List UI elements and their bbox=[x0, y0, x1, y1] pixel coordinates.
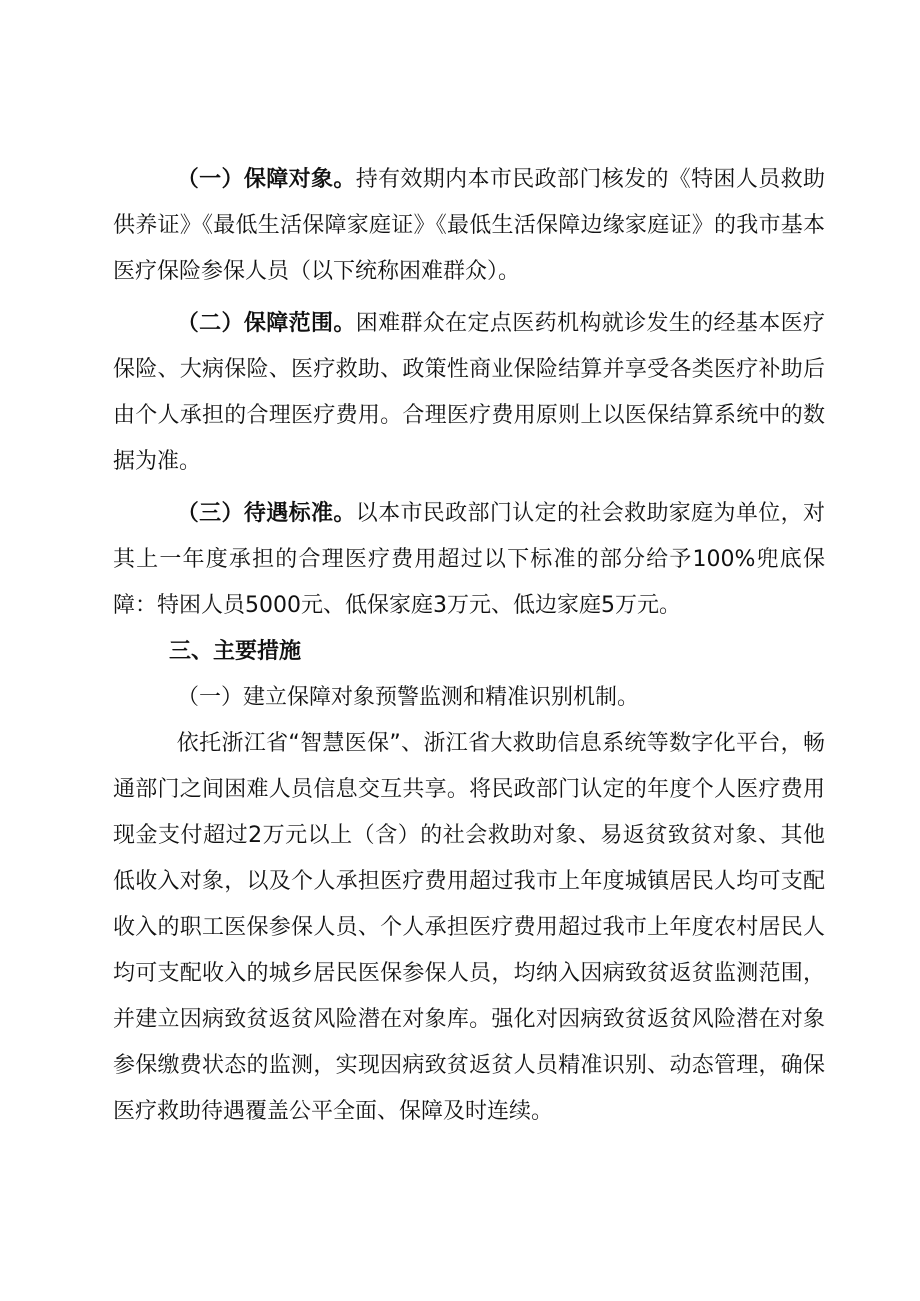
measure-1-paragraph: 依托浙江省“智慧医保”、浙江省大救助信息系统等数字化平台，畅通部门之间困难人员信息交互共享。将民政部门认定的年度个人医疗费用现金支付超过2万元以上（含）的社会救助对象、易返贫致贫对象、其他低收入对象，以及个人承担医疗费用超过我市上年度城镇居民人均可支配收入的职工医保参保人员、个人承担医疗费用超过我市上年度农村居民人均可支配收入的城乡居民医保参保人员，均纳入因病致贫返贫监测范围，并建立因病致贫返贫风险潜在对象库。强化对因病致贫返贫风险潜在对象参保缴费状态的监测，实现因病致贫返贫人员精准识别、动态管理，确保医疗救助待遇覆盖公平全面、保障及时连续。 bbox=[113, 731, 825, 1124]
measure-1-title: （一）建立保障对象预警监测和精准识别机制。 bbox=[177, 685, 640, 710]
section-1-text: 持有效期内本市民政部门核发的《特困人员救助供养证》《最低生活保障家庭证》《最低生活保障边缘家庭证》的我市基本医疗保险参保人员（以下统称困难群众）。 bbox=[113, 167, 825, 284]
section-2-paragraph bbox=[113, 301, 825, 485]
document-body bbox=[113, 157, 825, 1135]
section-1-title: （一）保障对象。 bbox=[176, 167, 356, 192]
section-3-title: （三）待遇标准。 bbox=[176, 501, 356, 526]
section-2-title: （二）保障范围。 bbox=[176, 311, 356, 336]
section-3-text: 以本市民政部门认定的社会救助家庭为单位，对其上一年度承担的合理医疗费用超过以下标准的部分给予100%兜底保障：特困人员5000元、低保家庭3万元、低边家庭5万元。 bbox=[113, 501, 825, 618]
section-2-text: 困难群众在定点医药机构就诊发生的经基本医疗保险、大病保险、医疗救助、政策性商业保险结算并享受各类医疗补助后由个人承担的合理医疗费用。合理医疗费用原则上以医保结算系统中的数据为准。 bbox=[113, 311, 825, 474]
section-1-paragraph bbox=[113, 157, 825, 295]
heading-main-measures: 三、主要措施 bbox=[169, 639, 302, 664]
section-3-paragraph bbox=[113, 491, 825, 629]
